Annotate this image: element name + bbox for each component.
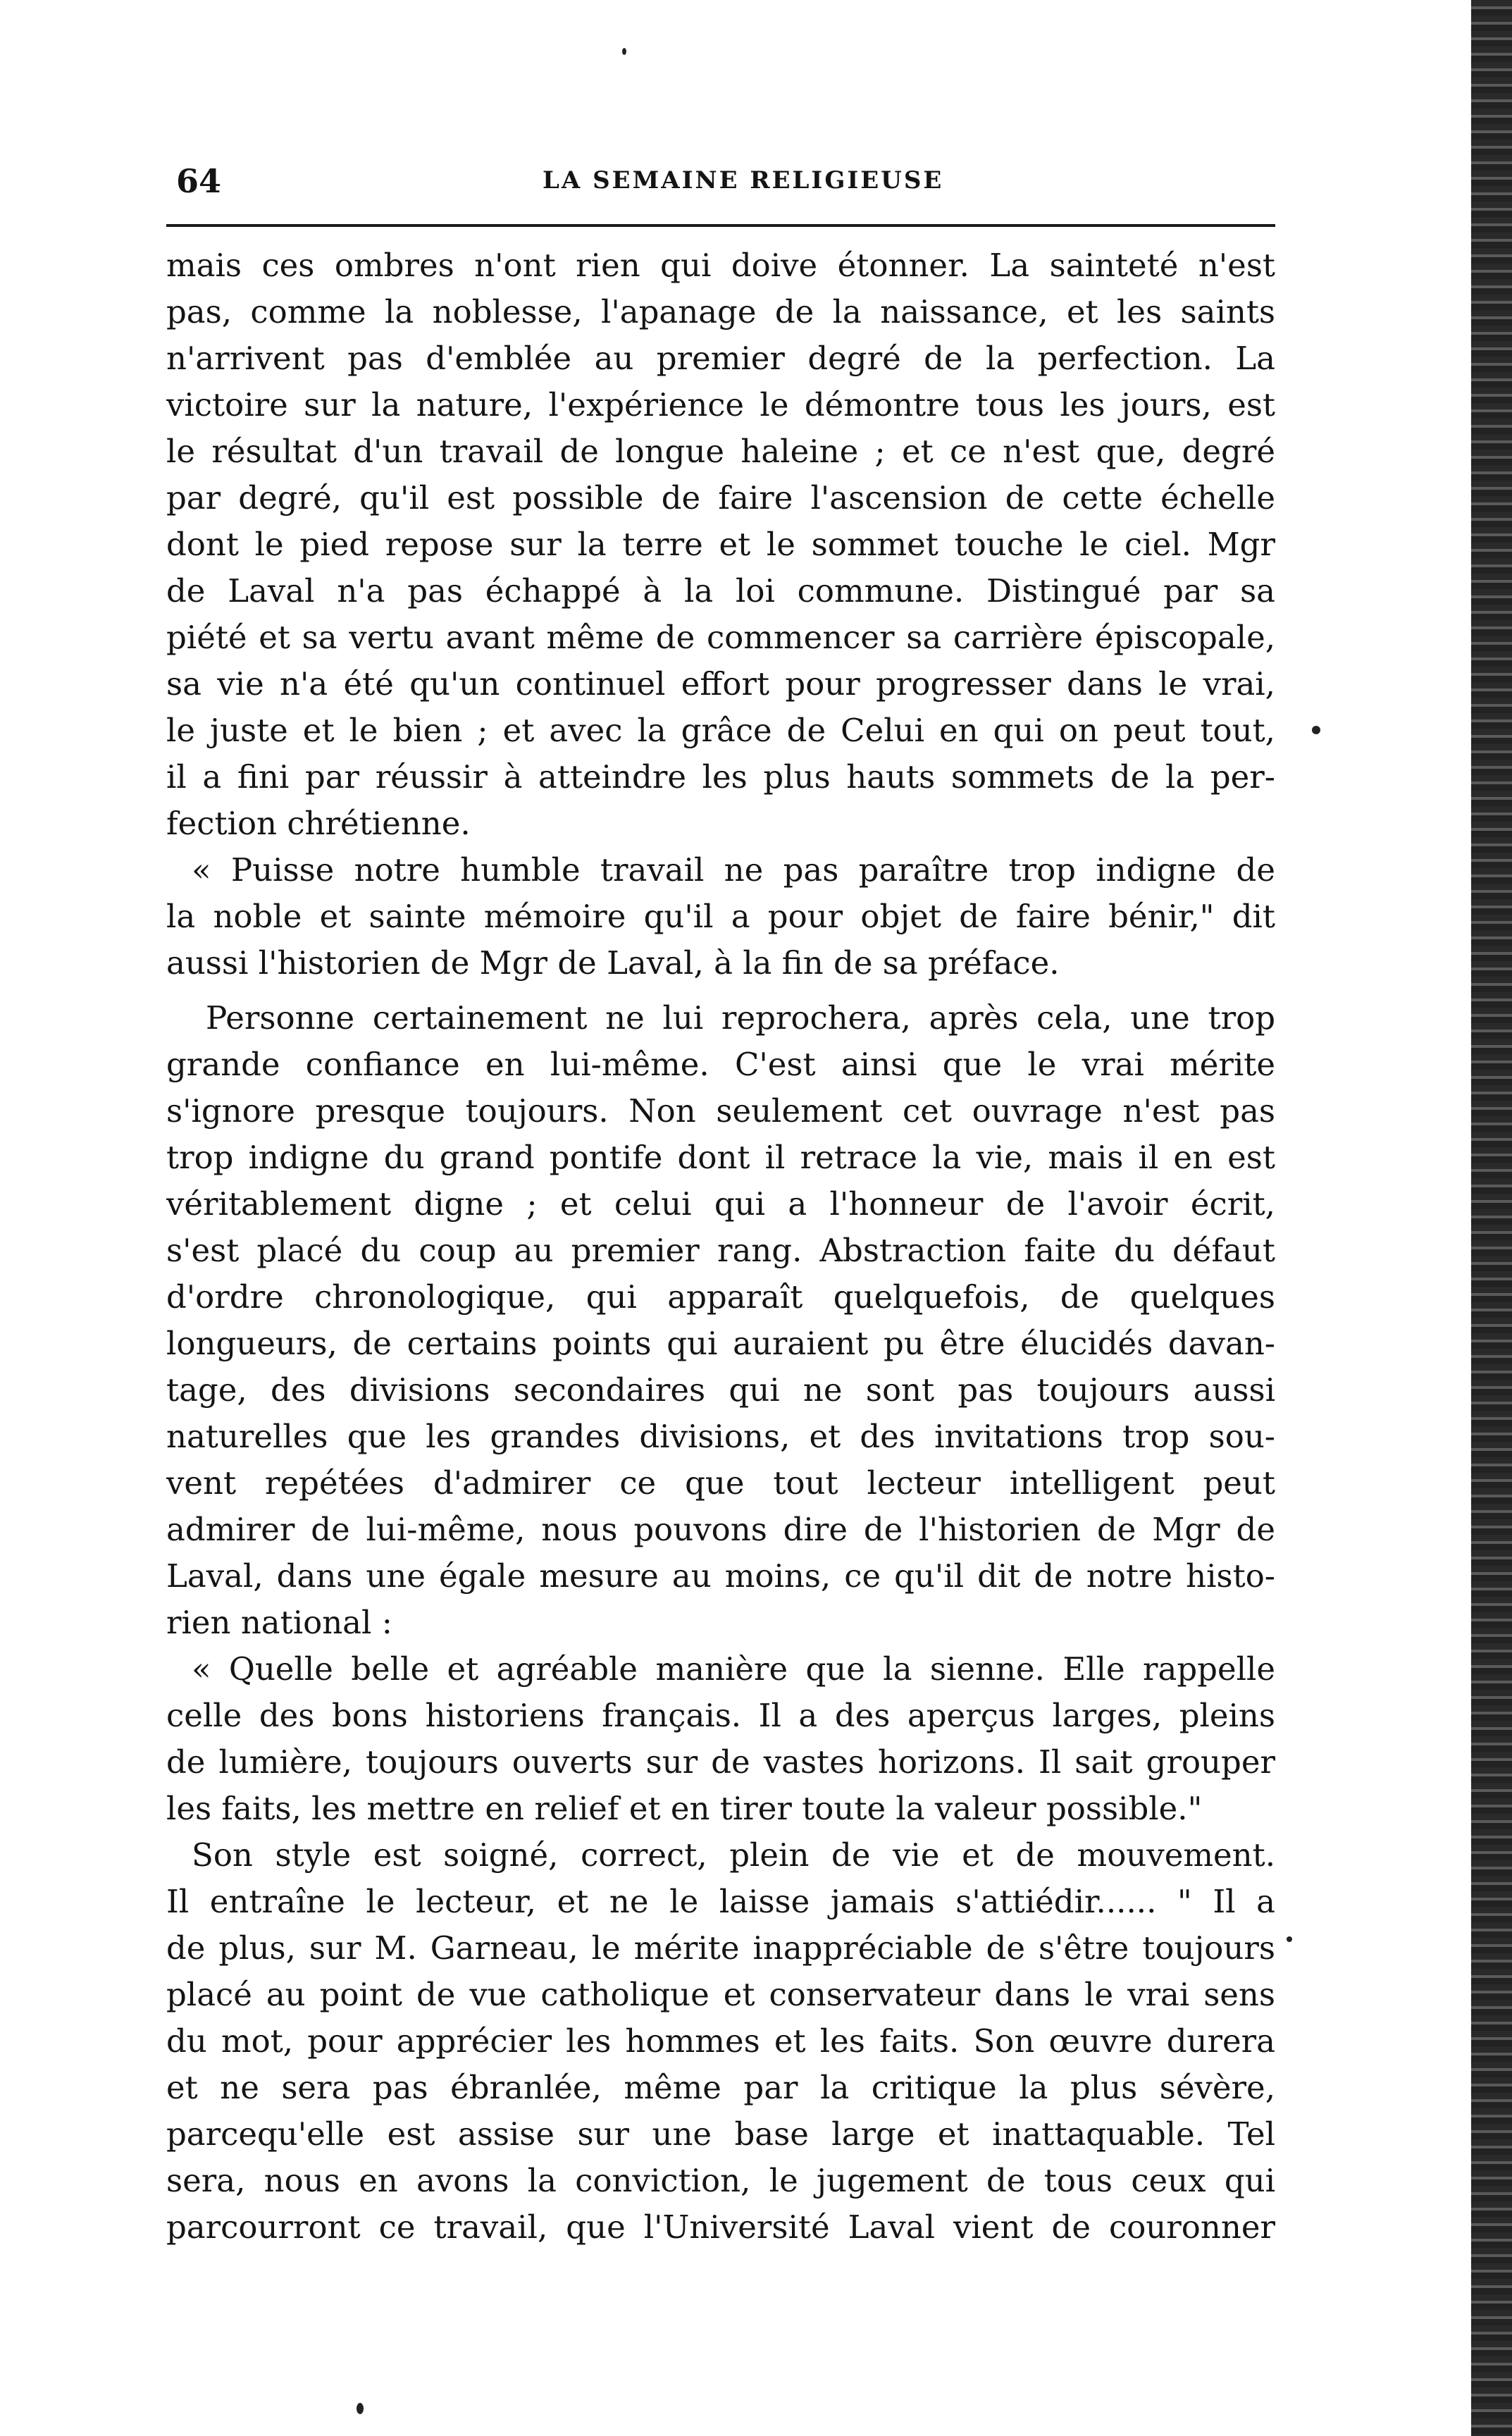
text-line: placé au point de vue catholique et conservateur dans le vrai sens (166, 1976, 1275, 2013)
text-line: de Laval n'a pas échappé à la loi commune. Distingué par sa (166, 572, 1275, 610)
text-line: celle des bons historiens français. Il a des aperçus larges, pleins (166, 1697, 1275, 1734)
text-line: « Quelle belle et agréable manière que la sienne. Elle rappelle (192, 1650, 1275, 1688)
header-rule (166, 224, 1275, 227)
text-line: sa vie n'a été qu'un continuel effort pour progresser dans le vrai, (166, 665, 1275, 703)
text-line: vent repétées d'admirer ce que tout lecteur intelligent peut (166, 1464, 1275, 1502)
text-line: rien national : (166, 1604, 392, 1641)
text-line: d'ordre chronologique, qui apparaît quelquefois, de quelques (166, 1278, 1275, 1316)
text-line: dont le pied repose sur la terre et le sommet touche le ciel. Mgr (166, 526, 1275, 563)
body-text (166, 242, 1275, 2246)
text-line: du mot, pour apprécier les hommes et les faits. Son œuvre durera (166, 2022, 1275, 2060)
text-line: n'arrivent pas d'emblée au premier degré de la perfection. La (166, 340, 1275, 377)
text-line: admirer de lui-même, nous pouvons dire de l'historien de Mgr de (166, 1511, 1275, 1548)
text-line: la noble et sainte mémoire qu'il a pour objet de faire bénir," dit (166, 898, 1275, 935)
scan-border-edge (1471, 0, 1512, 2436)
text-line: de lumière, toujours ouverts sur de vastes horizons. Il sait grouper (166, 1743, 1275, 1781)
text-line: et ne sera pas ébranlée, même par la critique la plus sévère, (166, 2069, 1275, 2106)
text-line: aussi l'historien de Mgr de Laval, à la fin de sa préface. (166, 944, 1060, 982)
text-line: « Puisse notre humble travail ne pas paraître trop indigne de (192, 851, 1275, 889)
text-line: de plus, sur M. Garneau, le mérite inappréciable de s'être toujours (166, 1929, 1275, 1967)
text-line: véritablement digne ; et celui qui a l'honneur de l'avoir écrit, (166, 1185, 1275, 1223)
text-line: trop indigne du grand pontife dont il retrace la vie, mais il en est (166, 1139, 1275, 1176)
text-line: Il entraîne le lecteur, et ne le laisse jamais s'attiédir...... " Il a (166, 1883, 1275, 1920)
text-line: piété et sa vertu avant même de commencer sa carrière épiscopale, (166, 619, 1275, 656)
text-line: mais ces ombres n'ont rien qui doive étonner. La sainteté n'est (166, 247, 1275, 284)
text-line: pas, comme la noblesse, l'apanage de la naissance, et les saints (166, 293, 1275, 330)
text-line: sera, nous en avons la conviction, le jugement de tous ceux qui (166, 2162, 1275, 2199)
text-line: longueurs, de certains points qui auraient pu être élucidés davan- (166, 1325, 1275, 1362)
running-title: LA SEMAINE RELIGIEUSE (543, 166, 944, 194)
scan-speck (1287, 1936, 1292, 1942)
text-line: s'est placé du coup au premier rang. Abstraction faite du défaut (166, 1232, 1275, 1269)
text-line: il a fini par réussir à atteindre les plus hauts sommets de la per- (166, 758, 1275, 796)
text-line: fection chrétienne. (166, 805, 471, 842)
text-line: tage, des divisions secondaires qui ne sont pas toujours aussi (166, 1371, 1275, 1409)
text-line: le résultat d'un travail de longue haleine ; et ce n'est que, degré (166, 433, 1275, 470)
scan-speck (357, 2403, 364, 2414)
text-line: les faits, les mettre en relief et en tirer toute la valeur possible." (166, 1790, 1203, 1827)
text-line: Son style est soigné, correct, plein de vie et de mouvement. (192, 1836, 1275, 1874)
text-line: Personne certainement ne lui reprochera, après cela, une trop (206, 999, 1275, 1037)
scan-speck (1312, 726, 1320, 734)
text-line: grande confiance en lui-même. C'est ainsi que le vrai mérite (166, 1046, 1275, 1083)
page-header (176, 156, 1265, 206)
text-line: parcourront ce travail, que l'Université Laval vient de couronner (166, 2208, 1275, 2246)
text-line: s'ignore presque toujours. Non seulement cet ouvrage n'est pas (166, 1092, 1275, 1130)
text-line: parcequ'elle est assise sur une base large et inattaquable. Tel (166, 2115, 1275, 2153)
text-line: Laval, dans une égale mesure au moins, ce qu'il dit de notre histo- (166, 1557, 1275, 1595)
text-line: victoire sur la nature, l'expérience le démontre tous les jours, est (166, 386, 1275, 423)
scan-speck (622, 48, 626, 55)
text-line: naturelles que les grandes divisions, et des invitations trop sou- (166, 1418, 1275, 1455)
text-line: le juste et le bien ; et avec la grâce de Celui en qui on peut tout, (166, 712, 1275, 749)
page-number: 64 (176, 162, 222, 200)
text-line: par degré, qu'il est possible de faire l'ascension de cette échelle (166, 479, 1275, 517)
